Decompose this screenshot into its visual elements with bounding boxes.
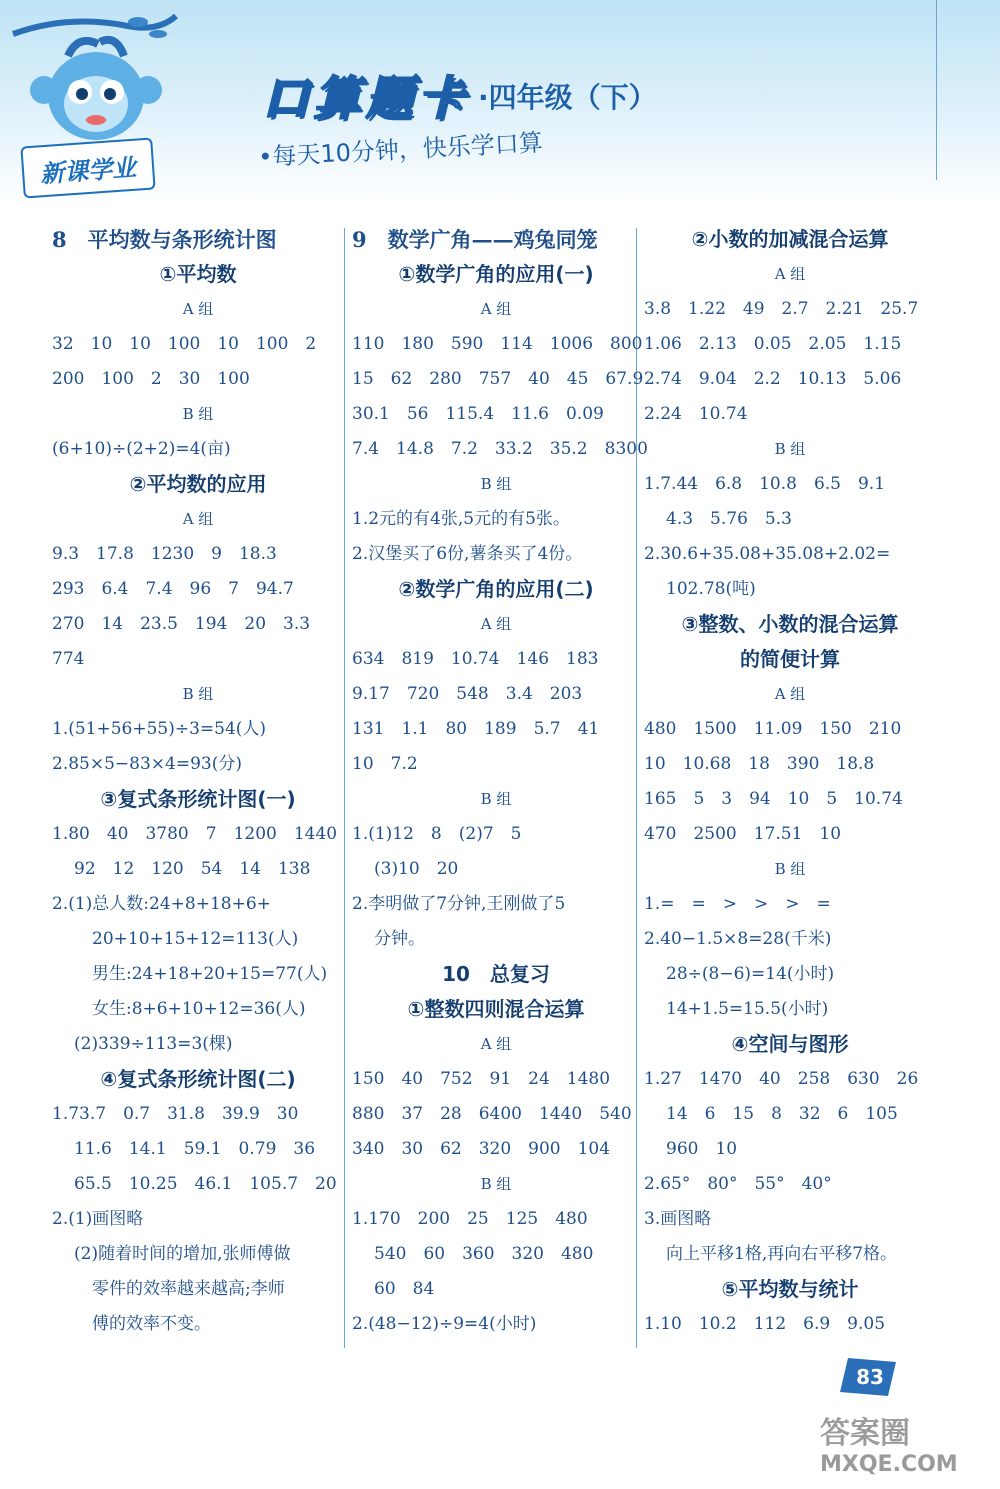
answer-line: 1.= = > > > = (644, 894, 831, 914)
answer-column-1 (52, 222, 344, 1342)
answer-line: 270 14 23.5 194 20 3.3 (52, 614, 311, 634)
answer-line: 2.30.6+35.08+35.08+2.02= (644, 544, 891, 564)
answer-line: 1.(1)12 8 (2)7 5 (352, 824, 522, 844)
answer-line: 293 6.4 7.4 96 7 94.7 (52, 579, 294, 599)
page-number-badge (838, 1352, 902, 1398)
answer-line: 3.8 1.22 49 2.7 2.21 25.7 (644, 299, 919, 319)
answer-line: 2.(1)总人数:24+8+18+6+ (52, 894, 271, 914)
group-label: B 组 (182, 405, 214, 423)
column-divider (344, 228, 345, 1348)
section-heading: ②平均数的应用 (129, 472, 267, 496)
answer-line: 10 10.68 18 390 18.8 (644, 754, 875, 774)
group-label: A 组 (774, 685, 806, 703)
answer-line: 92 12 120 54 14 138 (74, 859, 311, 879)
answer-line: 10 7.2 (352, 754, 418, 774)
page-number: 83 (856, 1365, 884, 1389)
group-label: A 组 (182, 300, 214, 318)
section-heading: 8 平均数与条形统计图 (52, 227, 277, 252)
section-heading: ①整数四则混合运算 (407, 997, 585, 1021)
section-heading: ③整数、小数的混合运算 (681, 612, 899, 636)
answer-line: 1.80 40 3780 7 1200 1440 (52, 824, 338, 844)
answer-line: 102.78(吨) (666, 579, 756, 599)
answer-line: 2.74 9.04 2.2 10.13 5.06 (644, 369, 902, 389)
answer-line: 4.3 5.76 5.3 (666, 509, 792, 529)
answer-line: 634 819 10.74 146 183 (352, 649, 599, 669)
answer-line: 2.汉堡买了6份,薯条买了4份。 (352, 544, 583, 564)
answer-line: 1.(51+56+55)÷3=54(人) (52, 719, 267, 739)
answer-line: 2.40−1.5×8=28(千米) (644, 929, 832, 949)
answer-line: 11.6 14.1 59.1 0.79 36 (74, 1139, 316, 1159)
section-heading: ④复式条形统计图(二) (100, 1067, 296, 1091)
section-heading: ③复式条形统计图(一) (100, 787, 296, 811)
answer-line: 向上平移1格,再向右平移7格。 (666, 1244, 898, 1264)
answer-line: (2)随着时间的增加,张师傅做 (74, 1244, 291, 1264)
answer-line: 14 6 15 8 32 6 105 (666, 1104, 898, 1124)
answer-line: 1.7.44 6.8 10.8 6.5 9.1 (644, 474, 886, 494)
section-heading: ①数学广角的应用(一) (398, 262, 594, 286)
section-heading: ⑤平均数与统计 (721, 1277, 859, 1301)
site-watermark-url: MXQE.COM (820, 1452, 958, 1477)
answer-line: 1.2元的有4张,5元的有5张。 (352, 509, 570, 529)
answer-line: 1.10 10.2 112 6.9 9.05 (644, 1314, 886, 1334)
section-heading: 10 总复习 (442, 962, 550, 986)
section-heading: 9 数学广角——鸡兔同笼 (352, 227, 598, 252)
group-label: A 组 (480, 1035, 512, 1053)
answer-line: 150 40 752 91 24 1480 (352, 1069, 611, 1089)
answer-line: 2.李明做了7分钟,王刚做了5 (352, 894, 566, 914)
answer-line: 2.85×5−83×4=93(分) (52, 754, 242, 774)
answer-line: 2.(48−12)÷9=4(小时) (352, 1314, 537, 1334)
answer-line: 1.170 200 25 125 480 (352, 1209, 588, 1229)
answer-line: 14+1.5=15.5(小时) (666, 999, 829, 1019)
slogan: •每天10分钟，快乐学口算 (257, 128, 544, 172)
answer-line: 傅的效率不变。 (92, 1314, 211, 1334)
answer-line: 32 10 10 100 10 100 2 (52, 334, 317, 354)
answer-line: 9.17 720 548 3.4 203 (352, 684, 583, 704)
answer-line: 30.1 56 115.4 11.6 0.09 (352, 404, 604, 424)
answer-column-2 (352, 222, 648, 1342)
section-heading: ①平均数 (159, 262, 237, 286)
book-title: 口算题卡 (262, 71, 470, 125)
answer-column-3 (644, 222, 936, 1342)
group-label: B 组 (480, 1175, 512, 1193)
answer-line: 零件的效率越来越高;李师 (92, 1279, 285, 1299)
answer-line: (6+10)÷(2+2)=4(亩) (52, 439, 231, 459)
answer-line: 880 37 28 6400 1440 540 (352, 1104, 632, 1124)
group-label: B 组 (480, 475, 512, 493)
brand-logo: 新课学业 (20, 137, 155, 198)
answer-line: 9.3 17.8 1230 9 18.3 (52, 544, 277, 564)
answer-line: 1.27 1470 40 258 630 26 (644, 1069, 919, 1089)
answer-line: 男生:24+18+20+15=77(人) (92, 964, 328, 984)
answer-line: 470 2500 17.51 10 (644, 824, 842, 844)
answer-line: 1.06 2.13 0.05 2.05 1.15 (644, 334, 902, 354)
answer-line: 分钟。 (374, 929, 425, 949)
answer-line: 480 1500 11.09 150 210 (644, 719, 902, 739)
site-watermark: 答案圈 (820, 1416, 910, 1451)
section-heading: 的简便计算 (740, 647, 840, 671)
answer-line: 200 100 2 30 100 (52, 369, 250, 389)
answer-line: 60 84 (374, 1279, 435, 1299)
answer-line: 774 (52, 649, 85, 669)
section-heading: ②小数的加减混合运算 (691, 227, 889, 251)
group-label: B 组 (182, 685, 214, 703)
answer-line: 20+10+15+12=113(人) (92, 929, 299, 949)
group-label: B 组 (480, 790, 512, 808)
answer-line: 131 1.1 80 189 5.7 41 (352, 719, 600, 739)
answer-line: 2.(1)画图略 (52, 1209, 144, 1229)
group-label: B 组 (774, 860, 806, 878)
answer-line: 15 62 280 757 40 45 67.9 (352, 369, 644, 389)
section-heading: ②数学广角的应用(二) (398, 577, 594, 601)
answer-line: 1.73.7 0.7 31.8 39.9 30 (52, 1104, 299, 1124)
group-label: A 组 (480, 300, 512, 318)
page-header (0, 0, 1000, 205)
group-label: B 组 (774, 440, 806, 458)
answer-line: 540 60 360 320 480 (374, 1244, 594, 1264)
answer-line: 7.4 14.8 7.2 33.2 35.2 8300 (352, 439, 648, 459)
answer-line: 女生:8+6+10+12=36(人) (92, 999, 306, 1019)
group-label: A 组 (774, 265, 806, 283)
answer-line: 2.65° 80° 55° 40° (644, 1174, 832, 1194)
group-label: A 组 (182, 510, 214, 528)
answer-line: 3.画图略 (644, 1209, 712, 1229)
answer-line: 28÷(8−6)=14(小时) (666, 964, 835, 984)
grade-subtitle: ·四年级（下） (478, 81, 657, 114)
answer-line: (2)339÷113=3(棵) (74, 1034, 233, 1054)
answer-line: 340 30 62 320 900 104 (352, 1139, 611, 1159)
answer-line: 2.24 10.74 (644, 404, 748, 424)
answer-line: 165 5 3 94 10 5 10.74 (644, 789, 903, 809)
answer-line: (3)10 20 (374, 859, 459, 879)
header-divider (936, 0, 937, 180)
answer-line: 110 180 590 114 1006 800 (352, 334, 643, 354)
group-label: A 组 (480, 615, 512, 633)
answer-line: 65.5 10.25 46.1 105.7 20 (74, 1174, 337, 1194)
answer-line: 960 10 (666, 1139, 738, 1159)
section-heading: ④空间与图形 (731, 1032, 849, 1056)
